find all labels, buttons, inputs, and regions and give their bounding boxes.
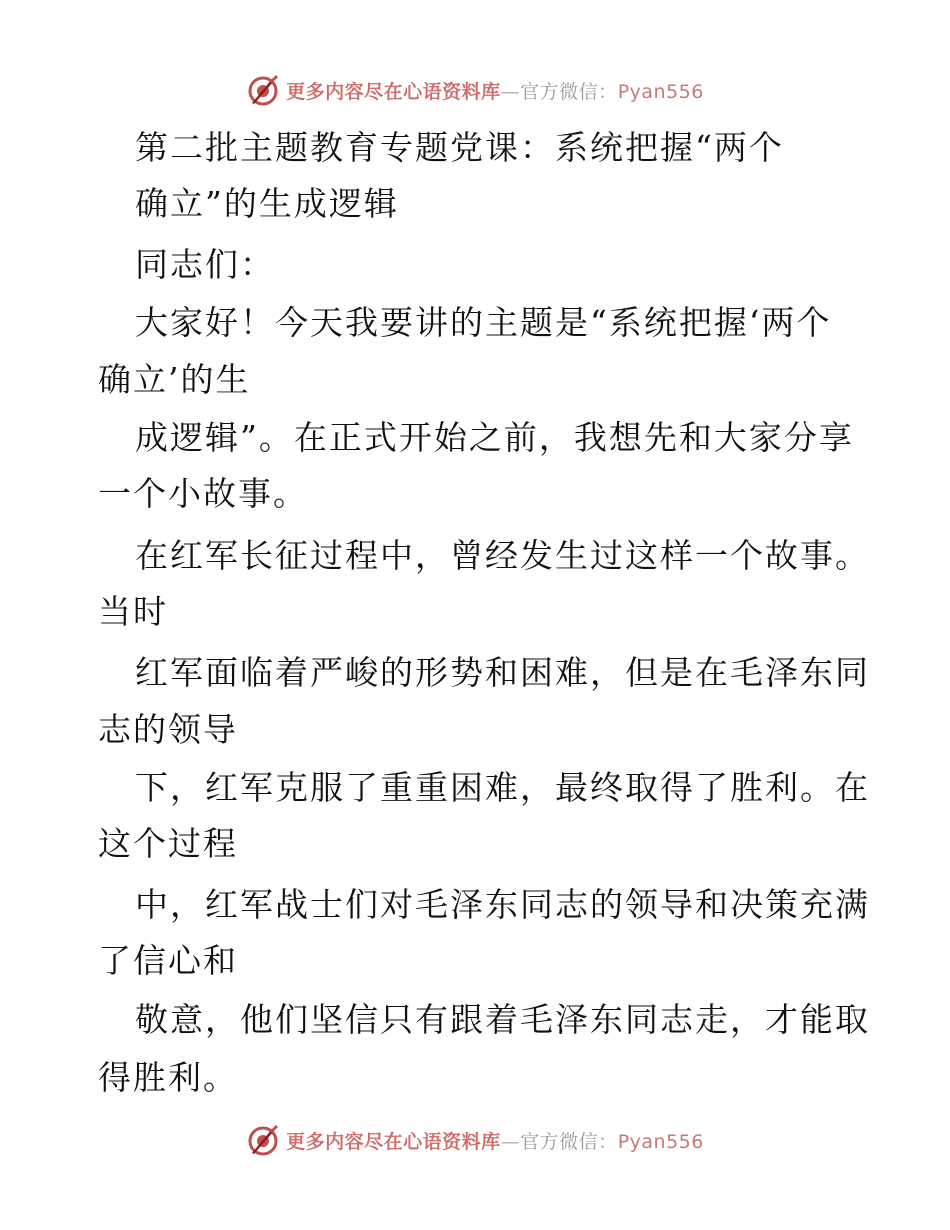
banner-main-text: 更多内容尽在心语资料库	[286, 1130, 501, 1153]
paragraph-line: 志的领导	[98, 710, 238, 749]
banner-dash: —	[500, 1130, 521, 1153]
quill-logo-icon	[246, 1123, 280, 1157]
banner-wechat-label: 官方微信：	[520, 1130, 618, 1153]
document-title-line-2: 确立”的生成逻辑	[135, 184, 399, 223]
document-title-line-1: 第二批主题教育专题党课：系统把握“两个	[135, 128, 784, 167]
paragraph-line: 成逻辑”。在正式开始之前，我想先和大家分享	[135, 418, 854, 457]
banner-main-text: 更多内容尽在心语资料库	[286, 80, 501, 103]
banner-wechat-id: Pyan556	[617, 80, 704, 103]
banner-inner	[246, 1123, 704, 1157]
banner-text	[286, 1127, 704, 1154]
banner-wechat-label: 官方微信：	[520, 80, 618, 103]
banner-text	[286, 77, 704, 104]
footer-banner	[0, 1120, 950, 1160]
paragraph-line: 红军面临着严峻的形势和困难，但是在毛泽东同	[135, 653, 870, 692]
banner-dash: —	[500, 80, 521, 103]
banner-wechat-id: Pyan556	[617, 1130, 704, 1153]
paragraph-line: 中，红军战士们对毛泽东同志的领导和决策充满	[135, 885, 870, 924]
paragraph-line: 确立’的生	[98, 360, 251, 399]
quill-logo-icon	[246, 73, 280, 107]
paragraph-line: 一个小故事。	[98, 474, 308, 513]
paragraph-line: 得胜利。	[98, 1058, 238, 1097]
paragraph-line: 这个过程	[98, 824, 238, 863]
banner-inner	[246, 73, 704, 107]
header-banner	[0, 70, 950, 110]
paragraph-line: 在红军长征过程中，曾经发生过这样一个故事。	[135, 536, 870, 575]
paragraph-line: 了信心和	[98, 941, 238, 980]
greeting: 同志们：	[135, 245, 275, 284]
paragraph-line: 当时	[98, 592, 168, 631]
paragraph-line: 大家好！今天我要讲的主题是“系统把握‘两个	[135, 303, 832, 342]
paragraph-line: 下，红军克服了重重困难，最终取得了胜利。在	[135, 768, 870, 807]
paragraph-line: 敬意，他们坚信只有跟着毛泽东同志走，才能取	[135, 1000, 870, 1039]
